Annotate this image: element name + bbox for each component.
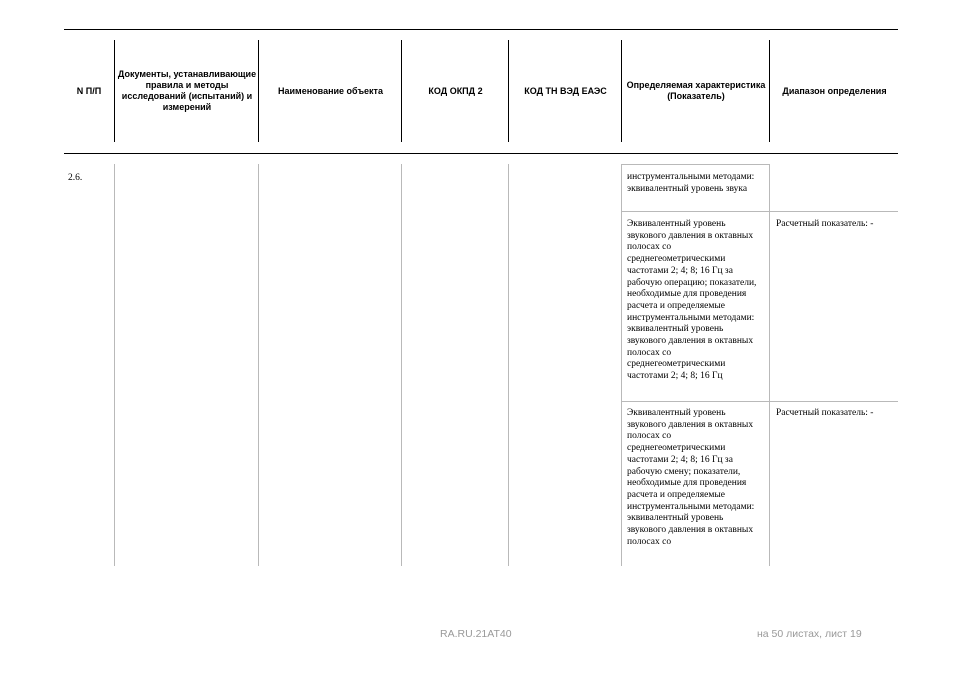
range-cell: Расчетный показатель: - bbox=[776, 408, 874, 418]
column-header-object-name: Наименование объекта bbox=[278, 85, 383, 96]
characteristic-cell: Эквивалентный уровень звукового давления в октавных полосах со среднегеометрическими частотами 2; 4; 8; 16 Гц за рабочую операцию; показатели, необходимые для проведения расчета и определяемые инструментальными методами: эквивалентный уровень звукового давления в октавных полосах со среднегеометрическими частотами 2; 4; 8; 16 Гц bbox=[627, 219, 757, 382]
row-separator bbox=[621, 401, 898, 402]
body-column-line bbox=[621, 164, 622, 566]
column-header-characteristic: Определяемая характеристика (Показатель) bbox=[626, 80, 766, 101]
characteristic-cell-top-border bbox=[621, 164, 770, 165]
row-number: 2.6. bbox=[68, 173, 83, 183]
header-separator bbox=[621, 40, 622, 142]
body-column-line bbox=[114, 164, 115, 566]
footer-document-code: RA.RU.21АТ40 bbox=[440, 628, 512, 640]
body-column-line bbox=[401, 164, 402, 566]
header-bottom-rule bbox=[64, 153, 898, 154]
range-cell: Расчетный показатель: - bbox=[776, 219, 874, 229]
body-column-line bbox=[769, 164, 770, 566]
body-column-line bbox=[258, 164, 259, 566]
column-header-tnved: КОД ТН ВЭД ЕАЭС bbox=[524, 85, 607, 96]
footer-sheet-info: на 50 листах, лист 19 bbox=[757, 628, 862, 640]
column-header-okpd: КОД ОКПД 2 bbox=[428, 85, 483, 96]
column-header-documents: Документы, устанавливающие правила и методы исследований (испытаний) и измерений bbox=[117, 69, 257, 112]
header-separator bbox=[769, 40, 770, 142]
header-separator bbox=[114, 40, 115, 142]
row-separator bbox=[621, 211, 898, 212]
header-separator bbox=[258, 40, 259, 142]
header-top-rule bbox=[64, 29, 898, 30]
column-header-range: Диапазон определения bbox=[782, 85, 887, 96]
body-column-line bbox=[508, 164, 509, 566]
characteristic-cell: Эквивалентный уровень звукового давления в октавных полосах со среднегеометрическими частотами 2; 4; 8; 16 Гц за рабочую смену; показатели, необходимые для проведения расчета и определяемые инструментальными методами: эквивалентный уровень звукового давления в октавных полосах со bbox=[627, 408, 755, 547]
header-separator bbox=[401, 40, 402, 142]
column-header-number: N П/П bbox=[76, 85, 102, 96]
header-separator bbox=[508, 40, 509, 142]
characteristic-cell: инструментальными методами: эквивалентный уровень звука bbox=[627, 172, 755, 194]
